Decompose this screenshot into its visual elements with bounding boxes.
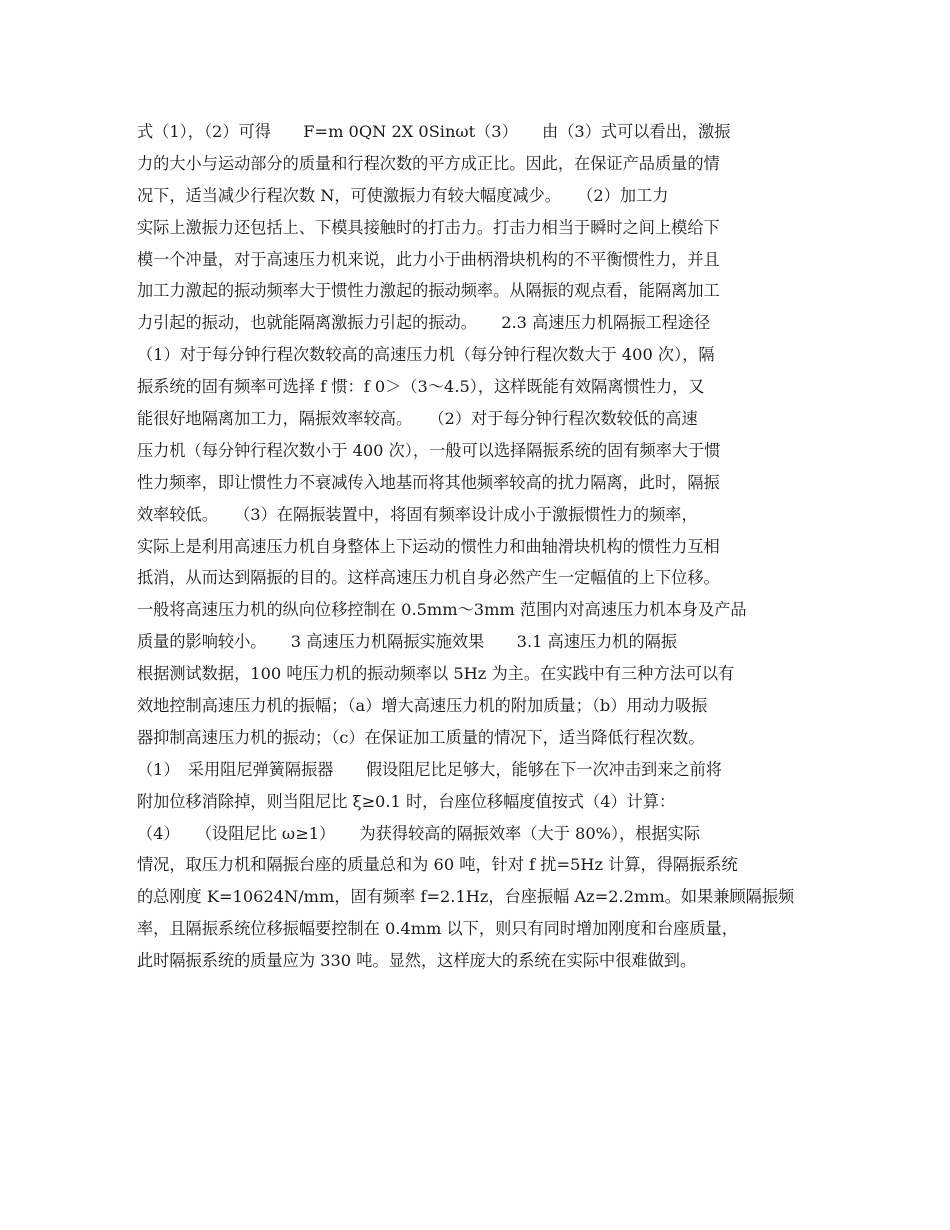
text-line: 况下，适当减少行程次数 N，可使激振力有较大幅度减少。 （2）加工力 xyxy=(137,185,669,205)
text-line: 根据测试数据，100 吨压力机的振动频率以 5Hz 为主。在实践中有三种方法可以有 xyxy=(137,664,735,684)
text-line: 一般将高速压力机的纵向位移控制在 0.5mm～3mm 范围内对高速压力机本身及产品 xyxy=(137,600,747,620)
text-line: 情况，取压力机和隔振台座的质量总和为 60 吨，针对 f 扰=5Hz 计算，得隔振系统 xyxy=(137,855,738,875)
text-line: 实际上激振力还包括上、下模具接触时的打击力。打击力相当于瞬时之间上模给下 xyxy=(137,217,720,237)
text-line: 式（1），（2）可得 F=m 0QN 2X 0Sinωt（3） 由（3）式可以看出，激振 xyxy=(137,122,731,141)
text-line: 率，且隔振系统位移振幅要控制在 0.4mm 以下，则只有同时增加刚度和台座质量， xyxy=(137,919,738,939)
text-line: 质量的影响较小。 3 高速压力机隔振实施效果 3.1 高速压力机的隔振 xyxy=(137,632,678,652)
text-line: 性力频率，即让惯性力不衰减传入地基而将其他频率较高的扰力隔离，此时，隔振 xyxy=(137,472,720,492)
text-line: 效地控制高速压力机的振幅；（a）增大高速压力机的附加质量；（b）用动力吸振 xyxy=(137,696,708,716)
text-line: 器抑制高速压力机的振动；（c）在保证加工质量的情况下，适当降低行程次数。 xyxy=(137,727,705,747)
body-text xyxy=(137,116,827,977)
text-line: （4） （设阻尼比 ω≥1） 为获得较高的隔振效率（大于 80%），根据实际 xyxy=(137,823,701,843)
text-line: 加工力激起的振动频率大于惯性力激起的振动频率。从隔振的观点看，能隔离加工 xyxy=(137,281,720,301)
text-line: 能很好地隔离加工力，隔振效率较高。 （2）对于每分钟行程次数较低的高速 xyxy=(137,409,698,429)
text-line: 实际上是利用高速压力机自身整体上下运动的惯性力和曲轴滑块机构的惯性力互相 xyxy=(137,536,720,556)
text-line: 抵消，从而达到隔振的目的。这样高速压力机自身必然产生一定幅值的上下位移。 xyxy=(137,568,720,588)
text-line: （1）对于每分钟行程次数较高的高速压力机（每分钟行程次数大于 400 次），隔 xyxy=(137,345,715,365)
text-line: 压力机（每分钟行程次数小于 400 次），一般可以选择隔振系统的固有频率大于惯 xyxy=(137,440,721,460)
text-line: （1） 采用阻尼弹簧隔振器 假设阻尼比足够大，能够在下一次冲击到来之前将 xyxy=(137,759,722,779)
text-line: 模一个冲量，对于高速压力机来说，此力小于曲柄滑块机构的不平衡惯性力，并且 xyxy=(137,249,720,269)
text-line: 的总刚度 K=10624N/mm，固有频率 f=2.1Hz，台座振幅 Az=2.2mm。如果兼顾隔振频 xyxy=(137,887,795,907)
text-line: 力的大小与运动部分的质量和行程次数的平方成正比。因此，在保证产品质量的情 xyxy=(137,153,720,173)
text-line: 附加位移消除掉，则当阻尼比 ξ≥0.1 时，台座位移幅度值按式（4）计算： xyxy=(137,791,676,811)
text-line: 效率较低。 （3）在隔振装置中，将固有频率设计成小于激振惯性力的频率， xyxy=(137,504,698,524)
text-line: 振系统的固有频率可选择 f 惯：f 0＞（3～4.5），这样既能有效隔离惯性力，又 xyxy=(137,377,705,397)
text-line: 力引起的振动，也就能隔离激振力引起的振动。 2.3 高速压力机隔振工程途径 xyxy=(137,313,711,333)
text-line: 此时隔振系统的质量应为 330 吨。显然，这样庞大的系统在实际中很难做到。 xyxy=(137,951,697,971)
